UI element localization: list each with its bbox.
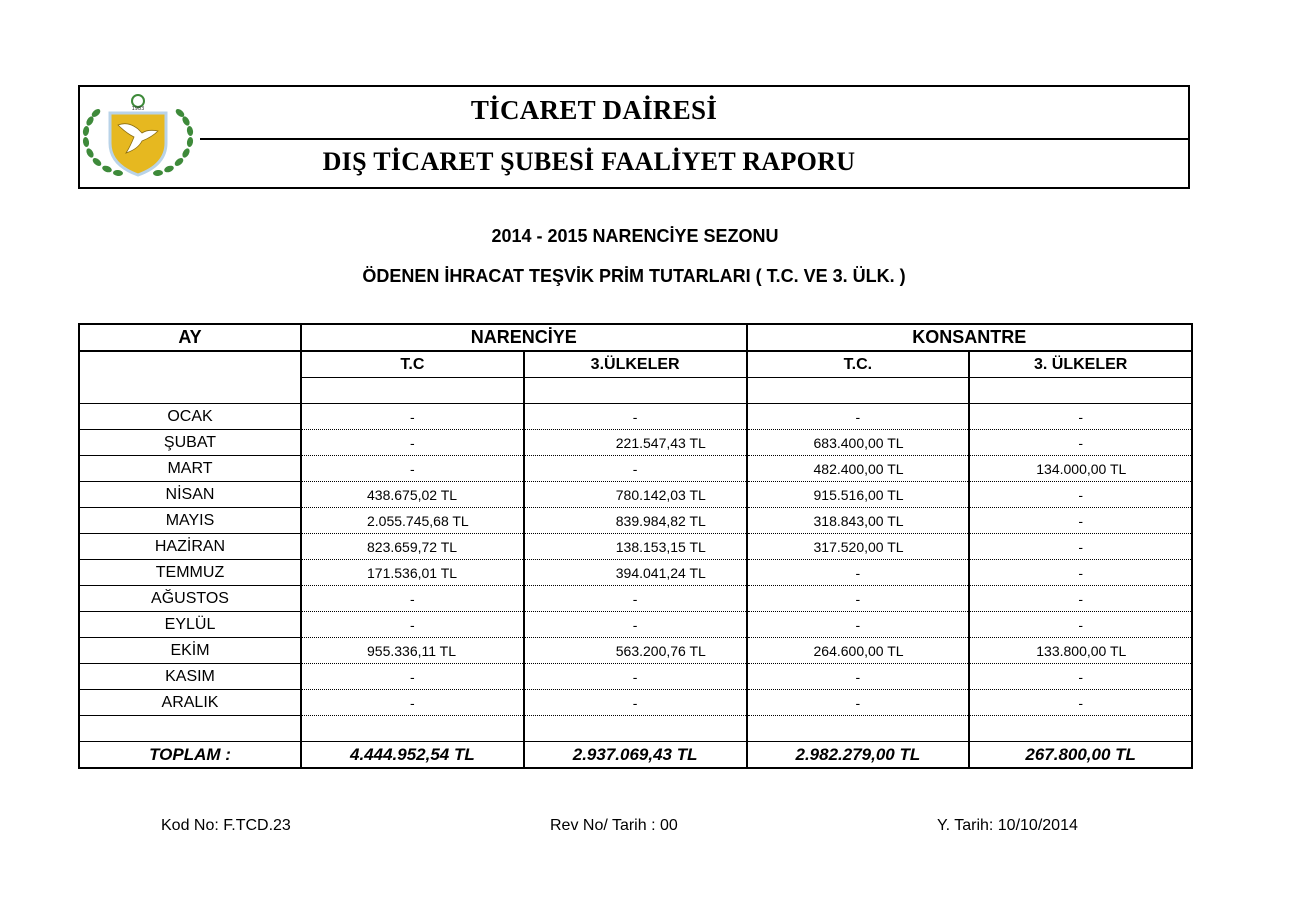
total-row	[79, 742, 1192, 769]
col-group-konsantre: KONSANTRE	[747, 324, 1193, 351]
value-cell-narenciye-tc: -	[301, 664, 524, 690]
value-cell-konsantre-3ulk: -	[969, 586, 1192, 612]
value-cell-narenciye-3ulk: 780.142,03 TL	[524, 482, 747, 508]
value-cell-narenciye-3ulk: -	[524, 586, 747, 612]
value-cell-narenciye-tc: 2.055.745,68 TL	[301, 508, 524, 534]
total-narenciye-tc: 4.444.952,54 TL	[301, 742, 524, 769]
empty-cell	[524, 378, 747, 404]
value-cell-konsantre-tc: -	[747, 612, 970, 638]
total-konsantre-3ulk: 267.800,00 TL	[969, 742, 1192, 769]
value-cell-konsantre-3ulk: -	[969, 482, 1192, 508]
value-cell-konsantre-tc: 915.516,00 TL	[747, 482, 970, 508]
month-cell: TEMMUZ	[79, 560, 301, 586]
col-group-narenciye: NARENCİYE	[301, 324, 747, 351]
value-cell-narenciye-3ulk: -	[524, 612, 747, 638]
table-row	[79, 404, 1192, 430]
table-row	[79, 612, 1192, 638]
value-cell-narenciye-3ulk: -	[524, 690, 747, 716]
value-cell-konsantre-tc: -	[747, 560, 970, 586]
table-sub-header	[79, 351, 1192, 378]
value-cell-narenciye-3ulk: 839.984,82 TL	[524, 508, 747, 534]
value-cell-konsantre-3ulk: 134.000,00 TL	[969, 456, 1192, 482]
empty-cell	[79, 351, 301, 378]
table-row	[79, 664, 1192, 690]
value-cell-konsantre-tc: 318.843,00 TL	[747, 508, 970, 534]
month-cell: HAZİRAN	[79, 534, 301, 560]
col-header-narenciye-tc: T.C	[301, 351, 524, 378]
value-cell-konsantre-3ulk: -	[969, 664, 1192, 690]
table-row	[79, 690, 1192, 716]
table-row	[79, 430, 1192, 456]
state-emblem-icon	[76, 91, 200, 183]
value-cell-narenciye-tc: -	[301, 586, 524, 612]
empty-cell	[747, 378, 970, 404]
month-cell: OCAK	[79, 404, 301, 430]
value-cell-konsantre-tc: -	[747, 690, 970, 716]
table-group-header	[79, 324, 1192, 351]
value-cell-konsantre-3ulk: -	[969, 612, 1192, 638]
month-cell: MART	[79, 456, 301, 482]
value-cell-konsantre-tc: -	[747, 664, 970, 690]
premium-title: ÖDENEN İHRACAT TEŞVİK PRİM TUTARLARI ( T.C. VE 3. ÜLK. )	[362, 266, 906, 286]
table-row	[79, 560, 1192, 586]
empty-cell	[747, 716, 970, 742]
revision-info: Rev No/ Tarih : 00	[550, 817, 678, 834]
value-cell-narenciye-tc: 438.675,02 TL	[301, 482, 524, 508]
value-cell-konsantre-3ulk: -	[969, 430, 1192, 456]
value-cell-narenciye-tc: -	[301, 612, 524, 638]
col-header-month: AY	[79, 324, 301, 351]
value-cell-narenciye-3ulk: -	[524, 456, 747, 482]
value-cell-narenciye-tc: 955.336,11 TL	[301, 638, 524, 664]
col-header-konsantre-3ulk: 3. ÜLKELER	[969, 351, 1192, 378]
month-cell: ŞUBAT	[79, 430, 301, 456]
empty-cell	[524, 716, 747, 742]
col-header-narenciye-3ulk: 3.ÜLKELER	[524, 351, 747, 378]
report-header	[78, 85, 1190, 189]
total-label: TOPLAM :	[79, 742, 301, 769]
value-cell-konsantre-tc: 683.400,00 TL	[747, 430, 970, 456]
month-cell: MAYIS	[79, 508, 301, 534]
month-cell: KASIM	[79, 664, 301, 690]
value-cell-konsantre-3ulk: 133.800,00 TL	[969, 638, 1192, 664]
total-konsantre-tc: 2.982.279,00 TL	[747, 742, 970, 769]
publish-date: Y. Tarih: 10/10/2014	[937, 817, 1078, 834]
empty-cell	[969, 378, 1192, 404]
total-narenciye-3ulk: 2.937.069,43 TL	[524, 742, 747, 769]
value-cell-konsantre-3ulk: -	[969, 404, 1192, 430]
value-cell-narenciye-tc: 171.536,01 TL	[301, 560, 524, 586]
table-row	[79, 482, 1192, 508]
empty-cell	[79, 716, 301, 742]
value-cell-konsantre-tc: 317.520,00 TL	[747, 534, 970, 560]
table-row	[79, 638, 1192, 664]
header-divider	[200, 138, 1188, 140]
value-cell-narenciye-3ulk: -	[524, 404, 747, 430]
form-code: Kod No: F.TCD.23	[161, 817, 291, 834]
value-cell-narenciye-3ulk: 221.547,43 TL	[524, 430, 747, 456]
month-cell: EYLÜL	[79, 612, 301, 638]
month-cell: ARALIK	[79, 690, 301, 716]
col-header-konsantre-tc: T.C.	[747, 351, 970, 378]
value-cell-konsantre-tc: 482.400,00 TL	[747, 456, 970, 482]
value-cell-konsantre-3ulk: -	[969, 508, 1192, 534]
empty-cell	[969, 716, 1192, 742]
department-title: TİCARET DAİRESİ	[470, 95, 718, 125]
month-cell: AĞUSTOS	[79, 586, 301, 612]
value-cell-narenciye-tc: 823.659,72 TL	[301, 534, 524, 560]
table-row	[79, 534, 1192, 560]
table-row	[79, 456, 1192, 482]
spacer-row	[79, 716, 1192, 742]
value-cell-konsantre-tc: -	[747, 586, 970, 612]
spacer-row	[79, 378, 1192, 404]
empty-cell	[301, 716, 524, 742]
value-cell-konsantre-3ulk: -	[969, 534, 1192, 560]
value-cell-konsantre-tc: 264.600,00 TL	[747, 638, 970, 664]
month-cell: EKİM	[79, 638, 301, 664]
season-title: 2014 - 2015 NARENCİYE SEZONU	[491, 226, 779, 246]
value-cell-konsantre-3ulk: -	[969, 560, 1192, 586]
value-cell-narenciye-tc: -	[301, 404, 524, 430]
empty-cell	[79, 378, 301, 404]
value-cell-narenciye-tc: -	[301, 456, 524, 482]
empty-cell	[301, 378, 524, 404]
svg-text:1983: 1983	[131, 106, 145, 112]
month-cell: NİSAN	[79, 482, 301, 508]
value-cell-narenciye-3ulk: -	[524, 664, 747, 690]
table-row	[79, 508, 1192, 534]
value-cell-narenciye-tc: -	[301, 690, 524, 716]
premium-table	[78, 323, 1193, 769]
report-title: DIŞ TİCARET ŞUBESİ FAALİYET RAPORU	[322, 147, 856, 176]
value-cell-narenciye-3ulk: 394.041,24 TL	[524, 560, 747, 586]
value-cell-konsantre-3ulk: -	[969, 690, 1192, 716]
value-cell-narenciye-3ulk: 563.200,76 TL	[524, 638, 747, 664]
table-row	[79, 586, 1192, 612]
value-cell-konsantre-tc: -	[747, 404, 970, 430]
value-cell-narenciye-3ulk: 138.153,15 TL	[524, 534, 747, 560]
value-cell-narenciye-tc: -	[301, 430, 524, 456]
